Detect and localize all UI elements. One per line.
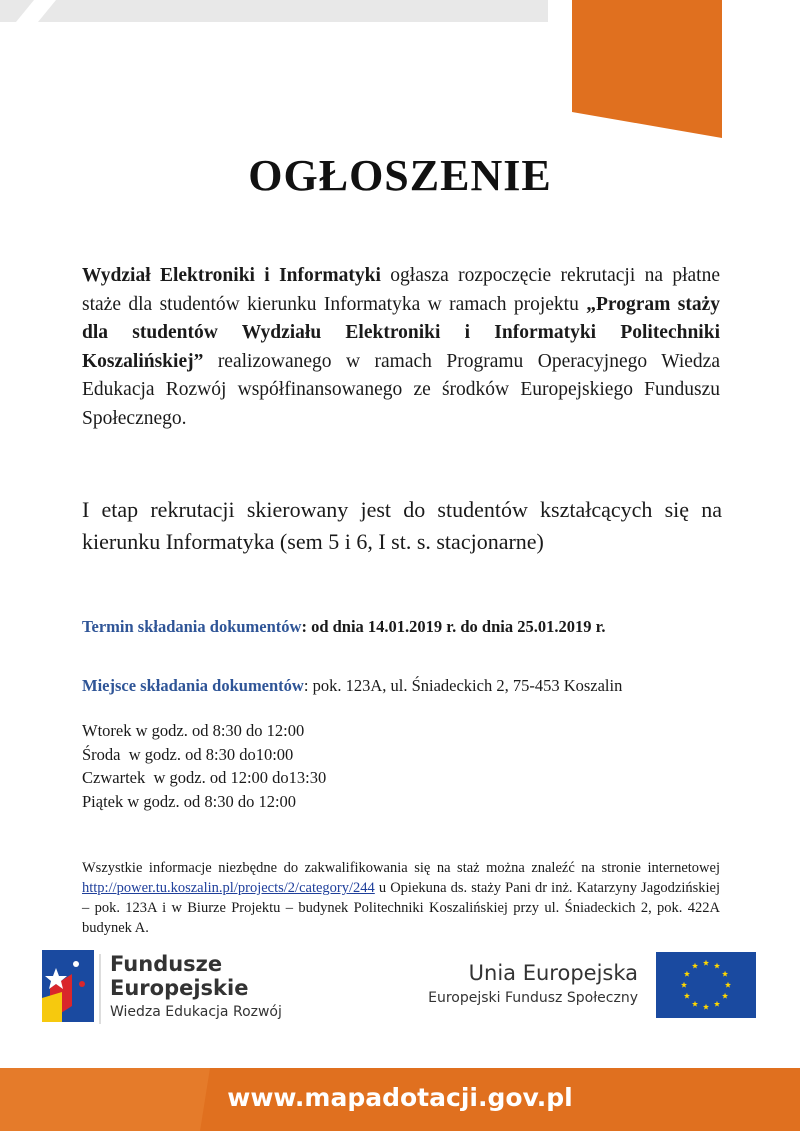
program-name: „Program staży dla studentów Wydziału Elektroniki i Informatyki Politechniki Koszalińskiej”: [82, 293, 720, 372]
fe-line2: Europejskie: [110, 976, 249, 1000]
eu-flag-icon: [656, 952, 756, 1018]
faculty-name: Wydział Elektroniki i Informatyki: [82, 265, 381, 286]
fe-line3: Wiedza Edukacja Rozwój: [110, 1004, 282, 1020]
orange-banner: [572, 0, 722, 138]
intro-paragraph: [82, 262, 720, 433]
fe-logo-text: [110, 952, 282, 1020]
ue-logo-text: [418, 960, 638, 1006]
gray-stripe-left: [0, 0, 34, 22]
location-label: Miejsce składania dokumentów: [82, 676, 304, 695]
fe-logo-white-dot: [73, 961, 79, 967]
footer-url: [0, 1083, 800, 1112]
info-text-2: u Opiekuna ds. staży Pani dr inż. Katarzyny Jagodzińskiej – pok. 123A i w Biurze Projektu – budynek Politechniki Koszalińskiej przy ul. Śniadeckich 2, pok. 422A budynek A.: [82, 880, 720, 936]
deadline-line: [82, 617, 722, 637]
intro-text-2: realizowanego w ramach Programu Operacyjnego Wiedza Edukacja Rozwój współfinansowanego ze środków Europejskiego Funduszu Społecznego.: [82, 350, 720, 429]
location-value: : pok. 123A, ul. Śniadeckich 2, 75-453 Koszalin: [303, 676, 623, 695]
hours-wednesday: Środa w godz. od 8:30 do10:00: [82, 744, 294, 764]
location-line: [82, 676, 742, 696]
hours-thursday: Czwartek w godz. od 12:00 do13:30: [82, 768, 327, 787]
footer-url-text[interactable]: www.mapadotacji.gov.pl: [227, 1083, 573, 1112]
hours-tuesday: Wtorek w godz. od 8:30 do 12:00: [82, 721, 305, 740]
project-link[interactable]: http://power.tu.koszalin.pl/projects/2/category/244: [82, 880, 375, 896]
gray-slant-bar: [466, 0, 548, 22]
deadline-value: : od dnia 14.01.2019 r. do dnia 25.01.2019 r.: [301, 617, 606, 636]
info-text-1: Wszystkie informacje niezbędne do zakwalifikowania się na staż można znaleźć na stronie internetowej: [82, 860, 720, 876]
stage-paragraph: I etap rekrutacji skierowany jest do studentów kształcących się na kierunku Informatyka (sem 5 i 6, I st. s. stacjonarne): [82, 497, 722, 554]
page-title: OGŁOSZENIE: [248, 151, 552, 200]
info-paragraph: [82, 858, 720, 938]
hours-friday: Piątek w godz. od 8:30 do 12:00: [82, 791, 297, 811]
intro-text-1: ogłasza rozpoczęcie rekrutacji na płatne staże dla studentów kierunku Informatyka w ramach projektu: [82, 265, 720, 315]
fe-line1: Fundusze: [110, 952, 223, 976]
gray-stripe-right: [38, 0, 466, 22]
office-hours: [82, 719, 326, 813]
fe-logo-red-dot: [79, 981, 85, 987]
header-decoration: [0, 0, 800, 140]
ue-line2: Europejski Fundusz Społeczny: [428, 990, 638, 1006]
ue-line1: Unia Europejska: [468, 961, 638, 985]
deadline-label: Termin składania dokumentów: [82, 617, 302, 636]
